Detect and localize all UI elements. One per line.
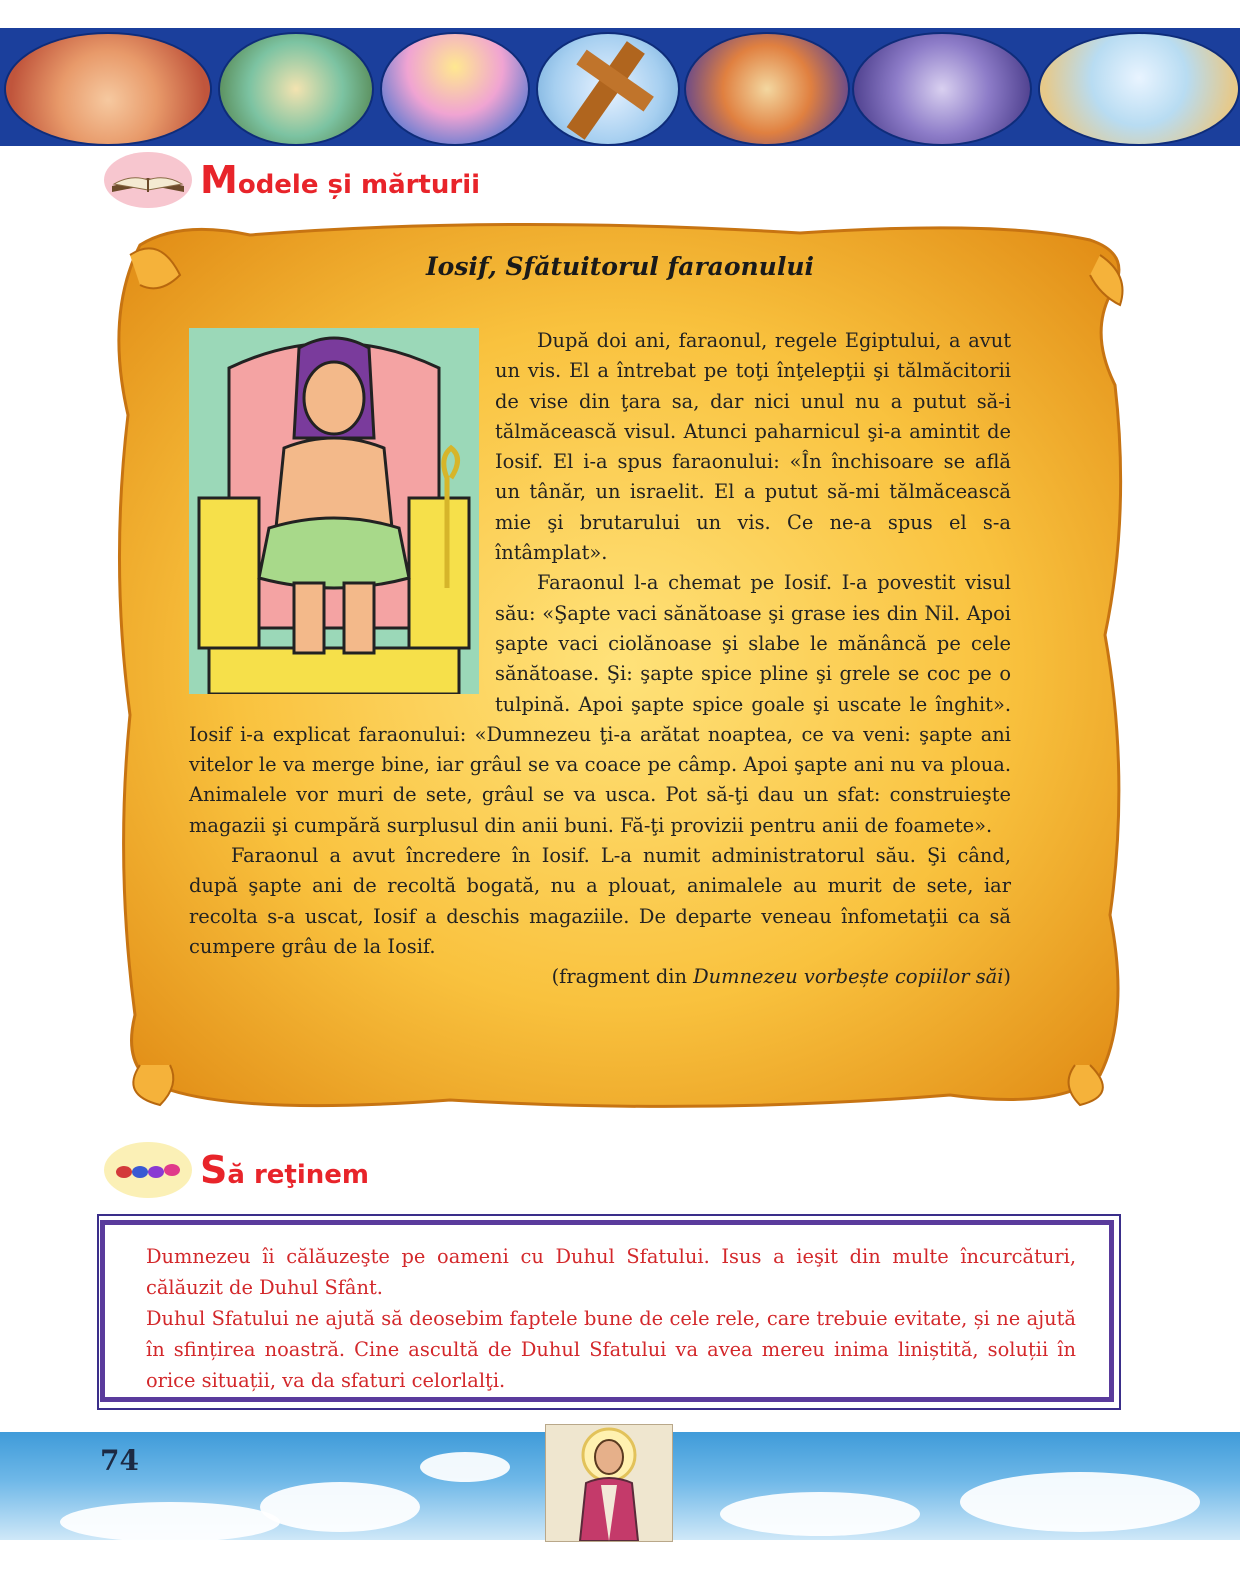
story-title: Iosif, Sfătuitorul faraonului (425, 252, 815, 281)
banner-illustration-temple (852, 32, 1032, 146)
section-header-models (104, 152, 480, 208)
banner-illustration-last-supper (684, 32, 850, 146)
banner-illustration-children (4, 32, 212, 146)
story-text (189, 326, 1011, 993)
story-paragraph: Faraonul a avut încredere în Iosif. L-a numit administratorul său. Şi când, după şapte ani de recoltă bogată, nu a plouat, animalele au murit de sete, iar recolta s-a uscat, Iosif a deschis magaziile. De departe veneau înfometaţii ca să cumpere grâu de la Iosif. (189, 844, 1011, 958)
story-paragraph: Faraonul l-a chemat pe Iosif. I-a povestit visul său: «Şapte vaci sănătoase şi grase ies din Nil. Apoi şapte vaci ciolănoase şi slabe le mănâncă pe cele sănătoase. Şi: şapte spice pline şi grele se coc pe o tulpină. Apoi şapte spice goale şi uscate le înghit». Iosif i-a explicat faraonului: «Dumnezeu ţi-a arătat noaptea, ce va veni: şapte ani vitelor le va merge bine, iar grâul se va coace pe câmp. Apoi şapte ani nu va ploua. Animalele vor muri de sete, grâul se va usca. Pot să-ţi dau un sfat: construieşte magazii şi cumpără surplusul din anii buni. Fă-ţi provizii pentru anii de foamete». (189, 571, 1011, 837)
keep-paragraph: Duhul Sfatului ne ajută să deosebim faptele bune de cele rele, care trebuie evitate, și ne ajută în sfințirea noastră. Cine ascultă de Duhul Sfatului va avea mereu inima liniștită, soluții în orice situații, va da sfaturi celorlalţi. (146, 1307, 1076, 1392)
jesus-illustration (545, 1424, 673, 1542)
story-source: (fragment din Dumnezeu vorbește copiilor săi) (551, 965, 1011, 989)
cross-icon (538, 34, 678, 144)
keep-paragraph: Dumnezeu îi călăuzeşte pe oameni cu Duhul Sfatului. Isus a ieşit din multe încurcături, călăuzit de Duhul Sfânt. (146, 1245, 1076, 1299)
page-number: 74 (100, 1444, 139, 1477)
keep-text (146, 1241, 1076, 1396)
banner-illustration-walk (1038, 32, 1240, 146)
keep-title: Să reţinem (200, 1148, 370, 1192)
image-float-spacer (189, 326, 495, 694)
section-header-keep (104, 1142, 369, 1198)
banner-illustration-crowd (380, 32, 530, 146)
top-banner (0, 28, 1240, 146)
paint-drops-icon (104, 1142, 192, 1198)
section-title: Modele și mărturii (200, 158, 481, 202)
bible-icon (104, 152, 192, 208)
banner-illustration-jesus (218, 32, 374, 146)
banner-illustration-cross (536, 32, 680, 146)
story-paragraph: După doi ani, faraonul, regele Egiptului, a avut un vis. El a întrebat pe toţi înţelepţii şi tălmăcitorii de vise din ţara sa, dar nici unul nu a putut să-i tălmăcească visul. Atunci paharnicul şi-a amintit de Iosif. El i-a spus faraonului: «În închisoare se află un tânăr, un israelit. El a putut să-mi tălmăcească mie şi brutarului un vis. Ce ne-a spus el s-a întâmplat». (495, 329, 1011, 565)
source-book-title: Dumnezeu vorbește copiilor săi (693, 965, 1004, 989)
